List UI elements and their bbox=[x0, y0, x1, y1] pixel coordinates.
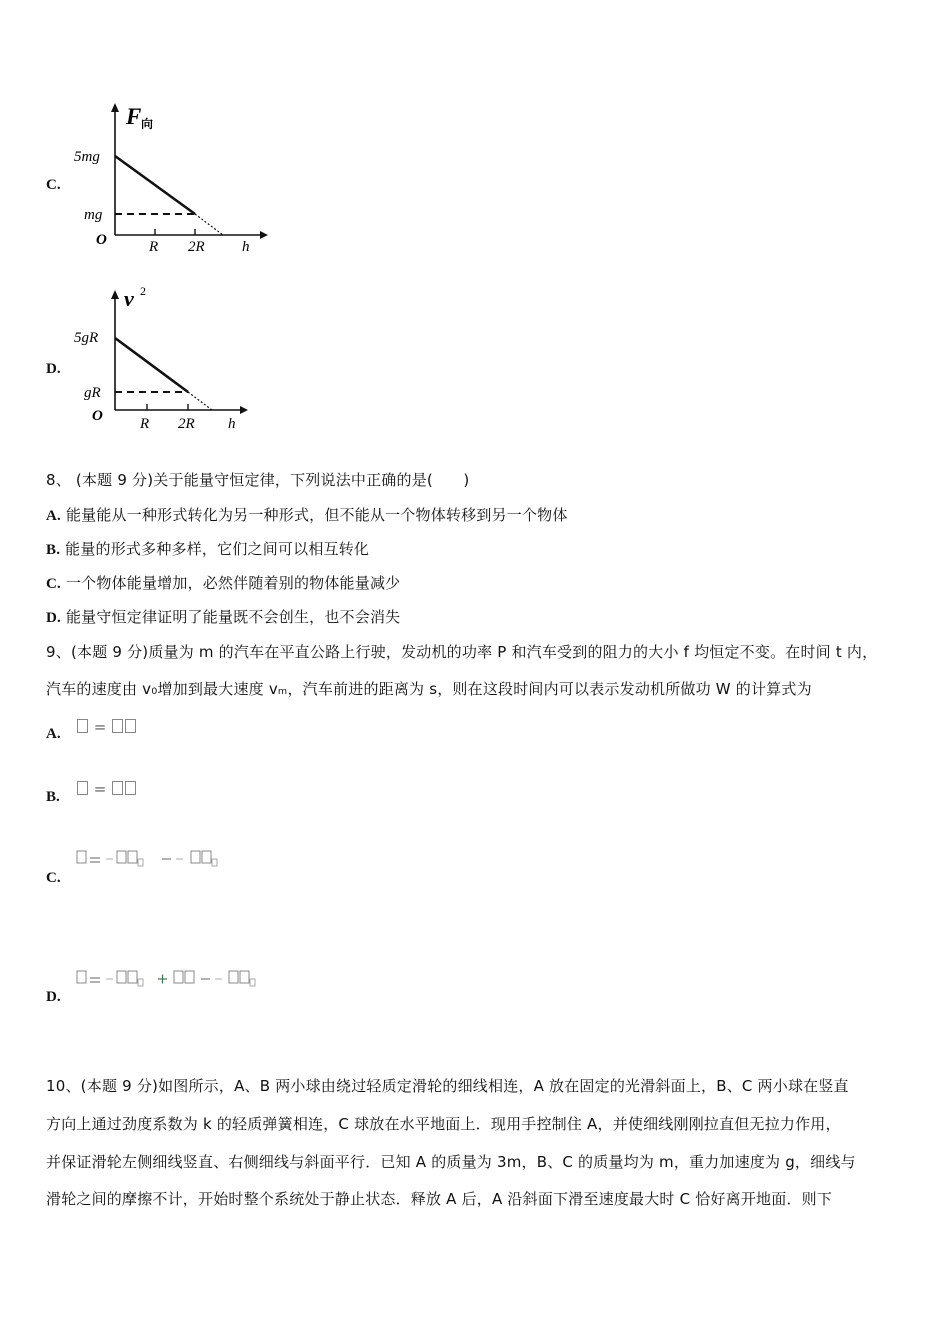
option-label: D. bbox=[46, 610, 61, 626]
question-8-option-c bbox=[46, 572, 400, 593]
x-axis-label: h bbox=[242, 239, 250, 255]
y-low-label: gR bbox=[84, 385, 101, 401]
option-c-label: C. bbox=[46, 177, 61, 193]
option-text: 能量的形式多种多样，它们之间可以相互转化 bbox=[65, 540, 370, 558]
missing-glyph bbox=[77, 719, 88, 733]
question-9-line-1: 9、(本题 9 分)质量为 m 的汽车在平直公路上行驶，发动机的功率 P 和汽车受到的阻力的大小 f 均恒定不变。在时间 t 内， bbox=[46, 643, 878, 661]
origin-label: O bbox=[92, 408, 103, 424]
option-text: 能量能从一种形式转化为另一种形式，但不能从一个物体转移到另一个物体 bbox=[65, 506, 568, 524]
question-10-line-2: 方向上通过劲度系数为 k 的轻质弹簧相连，C 球放在水平地面上．现用手控制住 A，并使细线刚刚拉直但无拉力作用， bbox=[46, 1115, 841, 1133]
y-axis-label: F bbox=[126, 104, 142, 129]
question-10-line-1: 10、(本题 9 分)如图所示，A、B 两小球由绕过轻质定滑轮的细线相连，A 放在固定的光滑斜面上，B、C 两小球在竖直 bbox=[46, 1077, 849, 1095]
x-tick-label: R bbox=[140, 416, 150, 432]
formula-image-d bbox=[74, 962, 274, 996]
solid-line bbox=[115, 156, 195, 214]
x-tick-label: 2R bbox=[178, 416, 195, 432]
dotted-extension bbox=[188, 392, 212, 410]
x-axis-label: h bbox=[228, 416, 236, 432]
x-axis-arrow bbox=[260, 231, 268, 239]
option-d-label: D. bbox=[46, 361, 61, 377]
y-axis-subscript: 向 bbox=[141, 117, 154, 131]
formula-image-b: = bbox=[76, 780, 137, 798]
option-label: A. bbox=[46, 508, 61, 524]
option-text: 能量守恒定律证明了能量既不会创生，也不会消失 bbox=[65, 608, 401, 626]
y-top-label: 5mg bbox=[74, 149, 100, 165]
missing-glyph bbox=[112, 719, 123, 733]
question-9-option-b-label: B. bbox=[46, 789, 60, 805]
question-10-line-4: 滑轮之间的摩擦不计，开始时整个系统处于静止状态．释放 A 后，A 沿斜面下滑至速度最大时 C 恰好离开地面．则下 bbox=[46, 1190, 833, 1208]
question-8-option-d bbox=[46, 606, 400, 627]
question-8-option-a bbox=[46, 504, 568, 525]
y-axis-arrow bbox=[111, 103, 119, 112]
formula-image-c bbox=[74, 842, 234, 876]
y-low-label: mg bbox=[84, 207, 103, 223]
graph-c-force-vs-height bbox=[60, 95, 280, 265]
x-axis-arrow bbox=[240, 406, 248, 414]
missing-glyph bbox=[125, 781, 136, 795]
origin-label: O bbox=[96, 232, 107, 248]
question-9-option-d-label: D. bbox=[46, 989, 61, 1005]
graph-d-velocity-squared-vs-height bbox=[60, 280, 270, 440]
option-text: 一个物体能量增加，必然伴随着别的物体能量减少 bbox=[65, 574, 401, 592]
dotted-extension bbox=[195, 214, 223, 235]
question-9-line-2: 汽车的速度由 v₀增加到最大速度 vₘ，汽车前进的距离为 s，则在这段时间内可以表示发动机所做功 W 的计算式为 bbox=[46, 680, 812, 698]
x-tick-label: R bbox=[149, 239, 159, 255]
solid-line bbox=[115, 338, 188, 392]
y-axis-arrow bbox=[111, 290, 119, 299]
missing-glyph bbox=[125, 719, 136, 733]
x-tick-label: 2R bbox=[188, 239, 205, 255]
question-8-option-b bbox=[46, 538, 369, 559]
option-label: C. bbox=[46, 576, 61, 592]
y-top-label: 5gR bbox=[74, 330, 99, 346]
y-axis-superscript: 2 bbox=[140, 284, 146, 298]
question-8-stem: 8、 (本题 9 分)关于能量守恒定律，下列说法中正确的是( ) bbox=[46, 471, 470, 489]
formula-image-a: = bbox=[76, 718, 137, 736]
question-10-line-3: 并保证滑轮左侧细线竖直、右侧细线与斜面平行．已知 A 的质量为 3m，B、C 的质量均为 m，重力加速度为 g，细线与 bbox=[46, 1153, 856, 1171]
y-axis-label: v bbox=[124, 286, 134, 311]
question-9-option-c-label: C. bbox=[46, 870, 61, 886]
option-label: B. bbox=[46, 542, 61, 558]
question-9-option-a-label: A. bbox=[46, 726, 61, 742]
missing-glyph bbox=[112, 781, 123, 795]
missing-glyph bbox=[77, 781, 88, 795]
